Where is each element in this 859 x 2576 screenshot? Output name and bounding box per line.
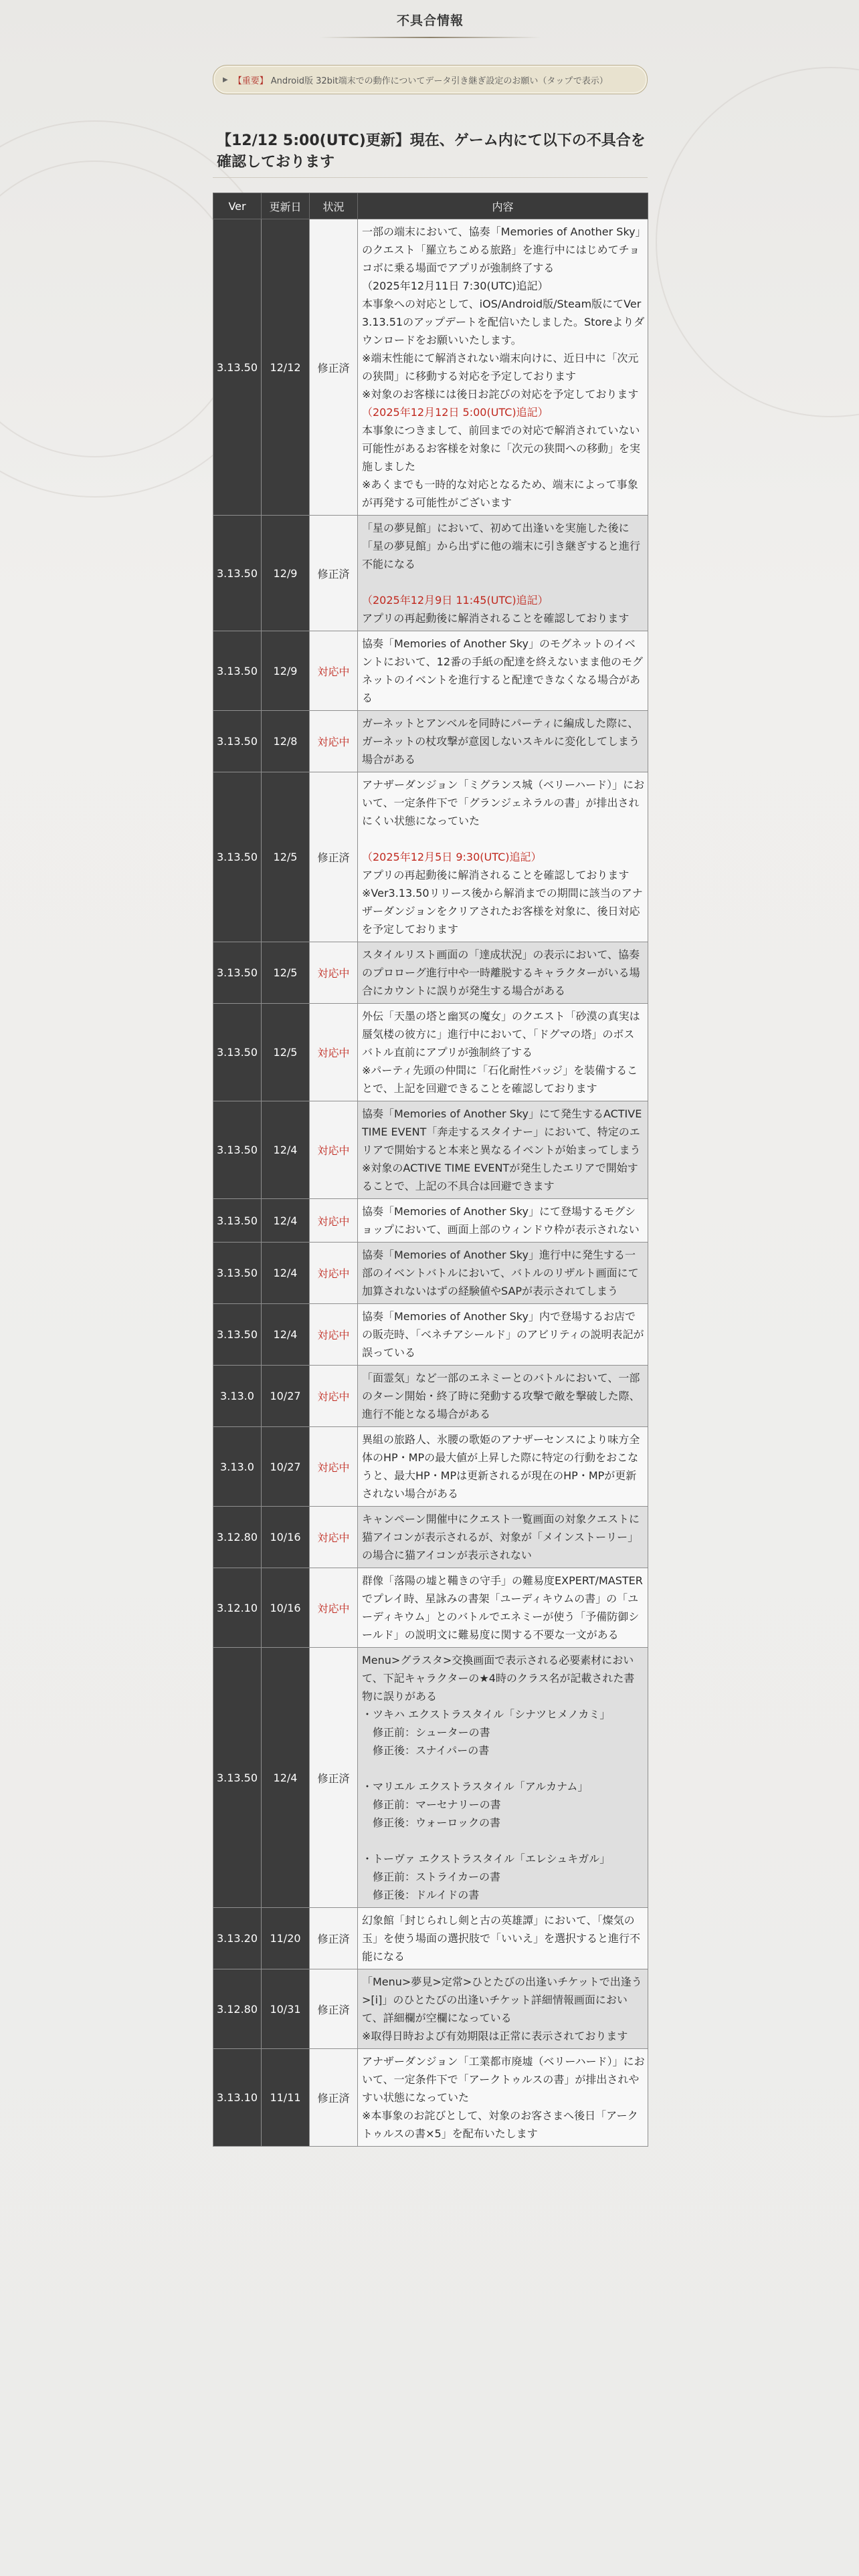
row-status: 修正済 [310,1908,358,1969]
expand-triangle-icon: ▶ [223,76,228,84]
table-row [213,1648,648,1908]
row-version: 3.13.50 [213,1243,262,1304]
content-text: アナザーダンジョン「ミグランス城（ベリーハード）」において、一定条件下で「グランジェネラルの書」が排出されにくい状態になっていた [362,778,645,827]
row-content [358,942,648,1004]
row-content [358,1243,648,1304]
row-content [358,1507,648,1568]
notice-text: Android版 32bit端末での動作についてデータ引き継ぎ設定のお願い（タップで表示） [270,76,608,86]
row-update-date: 10/27 [262,1427,310,1507]
bug-table [213,193,648,2147]
row-version: 3.13.50 [213,1101,262,1199]
row-update-date: 12/9 [262,631,310,711]
row-status: 対応中 [310,711,358,772]
row-status: 修正済 [310,219,358,516]
row-update-date: 12/4 [262,1101,310,1199]
row-version: 3.13.50 [213,1199,262,1243]
row-status: 対応中 [310,1568,358,1648]
content-text: （2025年12月11日 7:30(UTC)追記） 本事象への対応として、iOS/Android版/Steam版にてVer 3.13.51のアップデートを配信いたしました。Storeよりダウンロードをお願いいたします。 ※端末性能にて解消されない端末向けに、近日中に「次元の狭間」に移動する対応を予定しております ※対象のお客様には後日お詫びの対応を予定しております [362,280,645,401]
row-version: 3.13.20 [213,1908,262,1969]
table-row [213,942,648,1004]
important-notice-banner[interactable] [213,65,648,94]
content-text: 「面霊気」など一部のエネミーとのバトルにおいて、一部のターン開始・終了時に発動する攻撃で敵を撃破した際、進行不能となる場合がある [362,1372,640,1420]
row-version: 3.13.50 [213,1004,262,1101]
row-content [358,1648,648,1908]
row-update-date: 11/20 [262,1908,310,1969]
row-update-date: 12/9 [262,516,310,631]
row-version: 3.12.80 [213,1969,262,2049]
table-row [213,516,648,631]
row-content [358,1568,648,1648]
content-text: 幻象館「封じられし剣と古の英雄譚」において、「燦気の玉」を使う場面の選択肢で「いいえ」を選択すると進行不能になる [362,1914,641,1963]
table-row [213,1004,648,1101]
content-text: 「星の夢見館」において、初めて出逢いを実施した後に「星の夢見館」から出ずに他の端末に引き継ぎすると進行不能になる [362,522,641,570]
row-update-date: 10/16 [262,1568,310,1648]
column-header-content: 内容 [358,193,648,219]
row-version: 3.13.50 [213,516,262,631]
table-row [213,219,648,516]
row-version: 3.13.50 [213,219,262,516]
row-status: 修正済 [310,1648,358,1908]
row-update-date: 12/5 [262,1004,310,1101]
row-update-date: 12/4 [262,1199,310,1243]
row-version: 3.12.80 [213,1507,262,1568]
content-text: 異組の旅路人、氷腰の歌姫のアナザーセンスにより味方全体のHP・MPの最大値が上昇した際に特定の行動をおこなうと、最大HP・MPは更新されるが現在のHP・MPが更新されない場合がある [362,1433,640,1500]
row-content [358,219,648,516]
row-version: 3.13.50 [213,711,262,772]
table-row [213,1304,648,1366]
row-status: 対応中 [310,631,358,711]
row-status: 対応中 [310,1507,358,1568]
bug-table-body [213,219,648,2147]
row-status: 対応中 [310,1199,358,1243]
content-text: 協奏「Memories of Another Sky」にて発生するACTIVE TIME EVENT「奔走するスタイナー」において、特定のエリアで開始すると本来と異なるイベントが始まってしまう ※対象のACTIVE TIME EVENTが発生したエリアで開始することで、上記の不具合は回避できます [362,1107,642,1192]
row-update-date: 12/4 [262,1648,310,1908]
row-status: 修正済 [310,2049,358,2147]
update-note-heading: （2025年12月12日 5:00(UTC)追記） [362,406,549,419]
content-text: 一部の端末において、協奏「Memories of Another Sky」のクエスト「羅立ちこめる旅路」を進行中にはじめてチョコボに乗る場面でアプリが強制終了する [362,225,641,274]
row-content [358,1101,648,1199]
row-status: 対応中 [310,1304,358,1366]
page-header-title: 不具合情報 [396,13,464,28]
table-row [213,1507,648,1568]
update-note-heading: （2025年12月9日 11:45(UTC)追記） [362,594,549,607]
content-text: 群像「落陽の墟と鞴きの守手」の難易度EXPERT/MASTERでプレイ時、星詠みの書架「ユーディキウムの書」の「ユーディキウム」とのバトルでエネミーが使う「予備防御シールド」の説明文に難易度に関する不要な一文がある [362,1574,643,1641]
row-status: 対応中 [310,1243,358,1304]
title-divider [213,177,648,178]
row-update-date: 10/31 [262,1969,310,2049]
table-row [213,2049,648,2147]
row-content [358,1427,648,1507]
content-text: 本事象につきまして、前回までの対応で解消されていない可能性があるお客様を対象に「次元の狭間への移動」を実施しました ※あくまでも一時的な対応となるため、端末によって事象が再発する可能性がございます [362,424,641,509]
content-text: アナザーダンジョン「工業都市廃墟（ベリーハード）」において、一定条件下で「アークトゥルスの書」が排出されやすい状態になっていた ※本事象のお詫びとして、対象のお客さまへ後日「アークトゥルスの書×5」を配布いたします [362,2055,645,2140]
row-content [358,711,648,772]
row-update-date: 10/27 [262,1366,310,1427]
row-version: 3.13.0 [213,1427,262,1507]
row-update-date: 12/12 [262,219,310,516]
row-update-date: 12/4 [262,1243,310,1304]
table-row [213,631,648,711]
page-container [213,0,648,2147]
section-title: 【12/12 5:00(UTC)更新】現在、ゲーム内にて以下の不具合を確認しております [217,132,646,171]
row-content [358,2049,648,2147]
update-note-heading: （2025年12月5日 9:30(UTC)追記） [362,851,542,863]
table-row [213,1969,648,2049]
row-version: 3.13.50 [213,942,262,1004]
row-status: 対応中 [310,1366,358,1427]
row-version: 3.13.10 [213,2049,262,2147]
table-row [213,772,648,942]
row-status: 対応中 [310,942,358,1004]
table-row [213,1568,648,1648]
row-status: 対応中 [310,1101,358,1199]
row-content [358,1004,648,1101]
row-content [358,1908,648,1969]
row-update-date: 10/16 [262,1507,310,1568]
row-version: 3.13.50 [213,1648,262,1908]
row-version: 3.13.50 [213,1304,262,1366]
row-status: 修正済 [310,516,358,631]
content-text: 協奏「Memories of Another Sky」内で登場するお店での販売時、「ベネチアシールド」のアビリティの説明表記が誤っている [362,1310,644,1359]
row-status: 対応中 [310,1427,358,1507]
row-content [358,516,648,631]
table-row [213,1101,648,1199]
table-row [213,1427,648,1507]
table-row [213,711,648,772]
content-text: アプリの再起動後に解消されることを確認しております [362,612,630,625]
content-text: アプリの再起動後に解消されることを確認しております ※Ver3.13.50リリース後から解消までの期間に該当のアナザーダンジョンをクリアされたお客様を対象に、後日対応を予定しております [362,869,643,936]
content-text: 「Menu>夢見>定常>ひとたびの出逢いチケットで出逢う>[i]」のひとたびの出逢いチケット詳細情報画面において、詳細欄が空欄になっている ※取得日時および有効期限は正常に表示されております [362,1975,642,2042]
content-text: 外伝「天墨の塔と幽冥の魔女」のクエスト「砂漠の真実は蜃気楼の彼方に」進行中において、「ドグマの塔」のボスバトル直前にアプリが強制終了する ※パーティ先頭の仲間に「石化耐性バッジ」を装備することで、上記を回避できることを確認しております [362,1010,640,1095]
row-content [358,1366,648,1427]
row-update-date: 12/5 [262,772,310,942]
table-row [213,1199,648,1243]
row-version: 3.13.50 [213,631,262,711]
content-text: 協奏「Memories of Another Sky」のモグネットのイベントにおいて、12番の手紙の配達を終えないまま他のモグネットのイベントを進行すると配達できなくなる場合がある [362,637,644,704]
content-text: 協奏「Memories of Another Sky」にて登場するモグショップにおいて、画面上部のウィンドウ枠が表示されない [362,1205,640,1236]
row-version: 3.13.50 [213,772,262,942]
table-row [213,1908,648,1969]
row-content [358,1304,648,1366]
content-text: 協奏「Memories of Another Sky」進行中に発生する一部のイベントバトルにおいて、バトルのリザルト画面にて加算されないはずの経験値やSAPが表示されてしまう [362,1249,639,1297]
content-text: キャンペーン開催中にクエスト一覧画面の対象クエストに猫アイコンが表示されるが、対象が「メインストーリー」の場合に猫アイコンが表示されない [362,1513,640,1562]
content-text: Menu>グラスタ>交換画面で表示される必要素材において、下記キャラクターの★4時のクラス名が記載された書物に誤りがある ・ツキハ エクストラスタイル「シナツヒメノカミ」 修正前：シューターの書 修正後：スナイパーの書 ・マリエル エクストラスタイル「アルカナム」 修正前：マーセナリーの書 修正後：ウォーロックの書 ・トーヴァ エクストラスタイル「エレシュキガル」 修正前：ストライカーの書 修正後：ドルイドの書 [362,1654,635,1901]
table-header-row [213,193,648,219]
row-version: 3.12.10 [213,1568,262,1648]
row-content [358,1199,648,1243]
row-update-date: 11/11 [262,2049,310,2147]
column-header-ver: Ver [213,193,262,219]
table-row [213,1366,648,1427]
column-header-date: 更新日 [262,193,310,219]
row-status: 修正済 [310,1969,358,2049]
row-update-date: 12/4 [262,1304,310,1366]
content-text: スタイルリスト画面の「達成状況」の表示において、協奏のプロローグ進行中や一時離脱するキャラクターがいる場合にカウントに誤りが発生する場合がある [362,948,640,997]
row-content [358,772,648,942]
row-status: 対応中 [310,1004,358,1101]
header-divider [320,37,541,38]
content-text: ガーネットとアンベルを同時にパーティに編成した際に、ガーネットの杖攻撃が意図しないスキルに変化してしまう場合がある [362,717,640,766]
column-header-status: 状況 [310,193,358,219]
row-content [358,1969,648,2049]
row-update-date: 12/5 [262,942,310,1004]
row-version: 3.13.0 [213,1366,262,1427]
table-row [213,1243,648,1304]
row-status: 修正済 [310,772,358,942]
notice-tag: 【重要】 [233,76,268,86]
row-update-date: 12/8 [262,711,310,772]
row-content [358,631,648,711]
